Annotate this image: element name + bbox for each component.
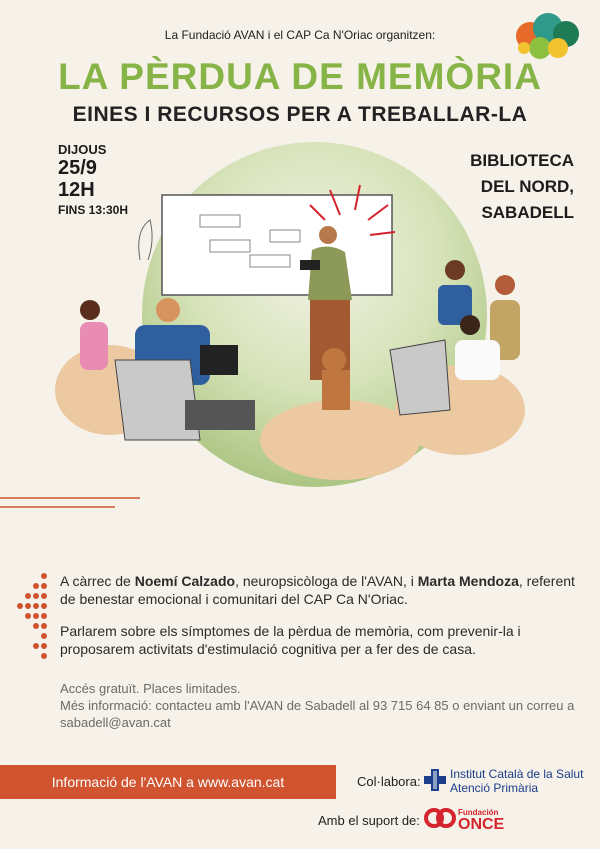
once-rings-icon xyxy=(424,806,456,830)
description-paragraph-2: Parlarem sobre els símptomes de la pèrdua de memòria, com prevenir-la i proposarem activitats d'estimulació cognitiva per a fer des de casa. xyxy=(60,623,521,657)
once-small-text: Fundación xyxy=(458,808,499,817)
p1-prefix: A càrrec de xyxy=(60,573,135,589)
venue-line-2: DEL NORD, xyxy=(480,177,574,196)
event-day: DIJOUS xyxy=(58,142,107,157)
once-big-text: ONCE xyxy=(458,816,505,833)
speaker-2-name: Marta Mendoza xyxy=(417,573,519,589)
avan-website-link[interactable]: Informació de l'AVAN a www.avan.cat xyxy=(0,765,336,799)
description-paragraph-1 xyxy=(60,572,580,608)
ics-subtitle: Atenció Primària xyxy=(450,781,539,795)
intro-text: La Fundació AVAN i el CAP Ca N'Oriac organitzen: xyxy=(164,28,436,42)
p1-suffix: , referent de benestar emocional i comunitari del CAP Ca N'Oriac. xyxy=(60,573,575,607)
event-description xyxy=(60,572,580,672)
event-date: 25/9 xyxy=(58,157,97,179)
access-info xyxy=(60,680,580,731)
page-subtitle: EINES I RECURSOS PER A TREBALLAR-LA xyxy=(72,103,528,126)
venue-line-1: BIBLIOTECA xyxy=(470,151,574,170)
venue-line-3: SABADELL xyxy=(481,203,574,222)
access-line-2: Més informació: contacteu amb l'AVAN de Sabadell al 93 715 64 85 o enviant un correu a sabadell@avan.cat xyxy=(60,698,575,730)
decorative-lines xyxy=(0,478,150,518)
event-date-block xyxy=(58,142,128,217)
support-label: Amb el suport de: xyxy=(318,813,420,828)
ics-logo xyxy=(424,767,584,797)
ics-cross-icon xyxy=(424,767,446,793)
p1-mid: , neuropsicòloga de l'AVAN, i xyxy=(235,573,418,589)
decorative-dots xyxy=(14,572,50,672)
collab-label: Col·labora: xyxy=(357,774,421,789)
event-end-time: FINS 13:30H xyxy=(58,203,129,217)
page-title: LA PÈRDUA DE MEMÒRIA xyxy=(58,56,542,97)
speaker-1-name: Noemí Calzado xyxy=(134,573,236,589)
once-logo xyxy=(424,806,524,836)
event-time: 12H xyxy=(58,179,95,201)
ics-name: Institut Català de la Salut xyxy=(450,767,584,781)
event-venue xyxy=(470,148,574,226)
access-line-1: Accés gratuït. Places limitades. xyxy=(60,681,241,696)
